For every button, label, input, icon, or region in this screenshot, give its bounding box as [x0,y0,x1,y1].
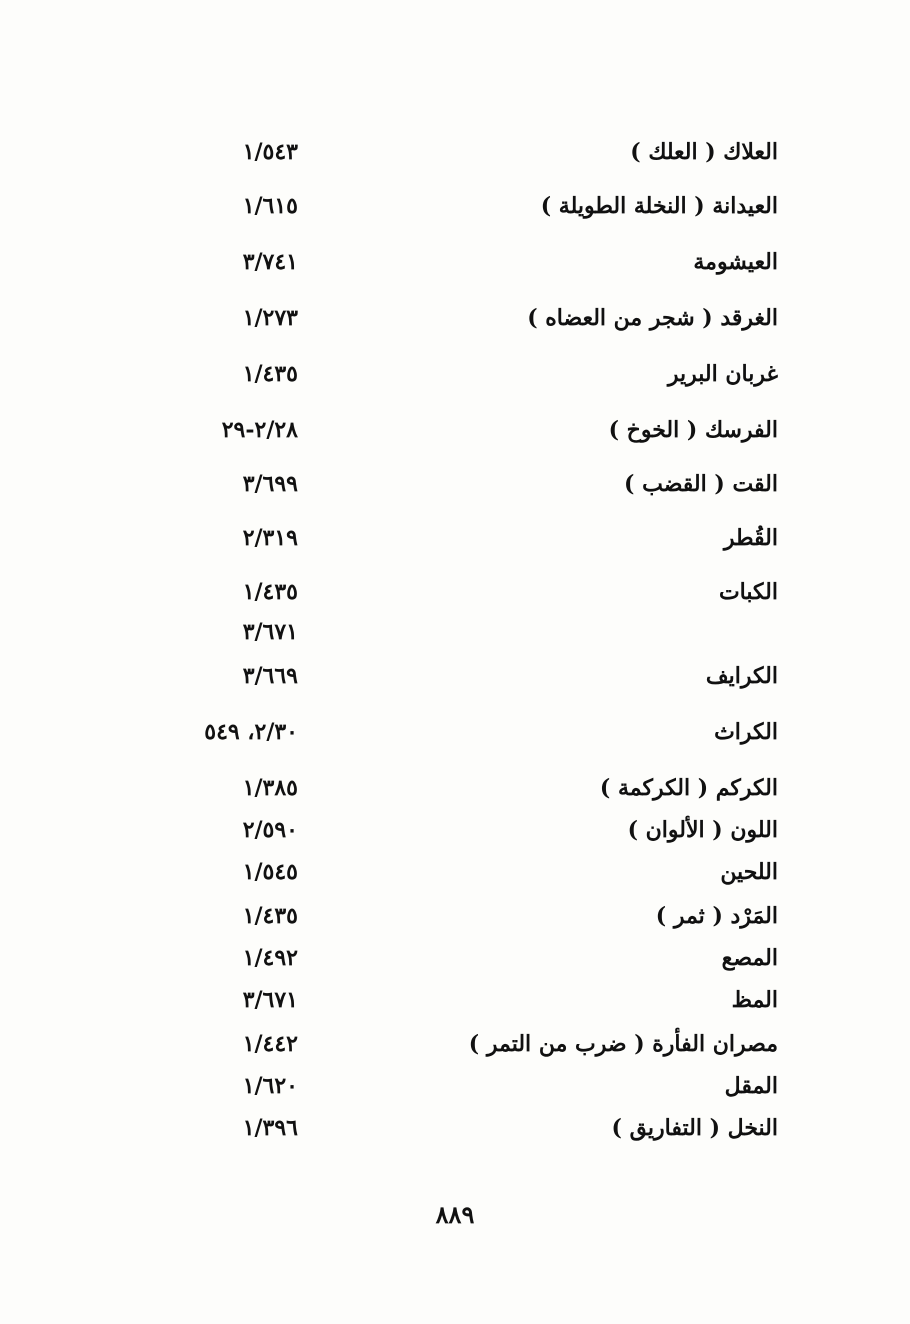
entry-term: الفرسك ( الخوخ ) [608,417,778,443]
index-entry [0,938,910,978]
entry-reference: ١/٥٤٣ [242,139,298,165]
entry-term: الكرايف [705,663,778,689]
entry-reference: ٣/٦٩٩ [242,471,298,497]
entry-reference: ١/٦١٥ [242,193,298,219]
index-entry [0,810,910,850]
entry-term: مصران الفأرة ( ضرب من التمر ) [468,1031,778,1057]
entry-term: الكبات [718,579,778,605]
index-entry [0,1024,910,1064]
entry-term: العيدانة ( النخلة الطويلة ) [540,193,778,219]
entry-term: اللون ( الألوان ) [627,817,778,843]
index-entry [0,980,910,1020]
entry-reference: ٢/٣١٩ [242,525,298,551]
entry-reference: ١/٤٣٥ [242,579,298,605]
index-entry [0,572,910,612]
index-entry [0,656,910,696]
entry-term: اللحين [720,859,778,885]
entry-reference: ٣/٦٦٩ [242,663,298,689]
entry-reference: ١/٤٩٢ [242,945,298,971]
index-entry [0,298,910,338]
entry-reference: ٣/٧٤١ [242,249,298,275]
entry-reference: ٣/٦٧١ [242,987,298,1013]
entry-reference: ٢/٣٠، ٥٤٩ [204,719,298,745]
entry-term: المظ [731,987,778,1013]
index-entry [0,242,910,282]
entry-reference: ١/٤٤٢ [242,1031,298,1057]
entry-reference: ٣/٦٧١ [242,619,298,645]
index-entry [0,132,910,172]
entry-term: المقل [724,1073,778,1099]
index-entry [0,1066,910,1106]
entry-term: العلاك ( العلك ) [630,139,778,165]
index-entry [0,186,910,226]
entry-reference: ١/٥٤٥ [242,859,298,885]
entry-reference: ١/٢٧٣ [242,305,298,331]
index-entry [0,768,910,808]
entry-term: الكركم ( الكركمة ) [599,775,778,801]
index-entry [0,852,910,892]
index-entry [0,1108,910,1148]
entry-reference: ١/٣٨٥ [242,775,298,801]
entry-term: الكراث [714,719,778,745]
index-entry [0,354,910,394]
entry-term: النخل ( التفاريق ) [611,1115,778,1141]
entry-term: المصع [721,945,778,971]
entry-reference: ٢/٥٩٠ [242,817,298,843]
entry-reference: ١/٤٣٥ [242,903,298,929]
entry-reference: ١/٤٣٥ [242,361,298,387]
entry-reference: ١/٣٩٦ [242,1115,298,1141]
entry-reference: ١/٦٢٠ [242,1073,298,1099]
entry-term: القُطر [723,525,778,551]
index-entry [0,464,910,504]
entry-reference: ٢/٢٨-٢٩ [221,417,298,443]
entry-term: العيشومة [693,249,778,275]
index-entry [0,410,910,450]
index-entry [0,612,910,652]
page-number: ٨٨٩ [435,1200,475,1229]
entry-term: غربان البرير [667,361,778,387]
index-entry [0,896,910,936]
index-entry [0,712,910,752]
entry-term: الغرقد ( شجر من العضاه ) [527,305,778,331]
entry-term: المَرْد ( ثمر ) [655,903,778,929]
index-entry [0,518,910,558]
entry-term: القت ( القضب ) [624,471,778,497]
